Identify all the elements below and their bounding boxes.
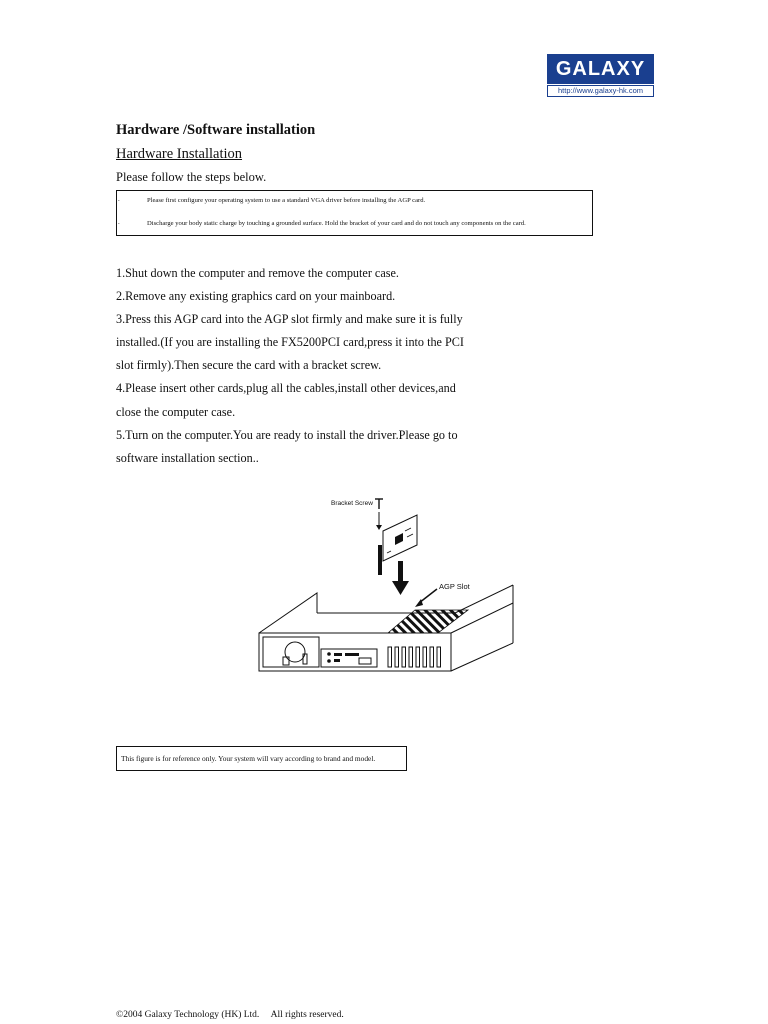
galaxy-logo bbox=[547, 54, 654, 97]
notice-bullet: . bbox=[118, 195, 120, 203]
notice-bullet: . bbox=[118, 218, 120, 226]
step-line: slot firmly).Then secure the card with a bracket screw. bbox=[116, 358, 382, 373]
step-line: 4.Please insert other cards,plug all the cables,install other devices,and bbox=[116, 381, 456, 396]
screw-icon bbox=[375, 499, 383, 509]
step-line: installed.(If you are installing the FX5200PCI card,press it into the PCI bbox=[116, 335, 464, 350]
step-line: 5.Turn on the computer.You are ready to install the driver.Please go to bbox=[116, 427, 458, 442]
notice-line: Discharge your body static charge by touching a grounded surface. Hold the bracket of your card and do not touch any components on the card. bbox=[147, 220, 526, 227]
computer-case-icon bbox=[259, 585, 513, 671]
arrow-down-icon bbox=[376, 512, 382, 530]
logo-url: http://www.galaxy-hk.com bbox=[547, 85, 654, 97]
intro-text: Please follow the steps below. bbox=[116, 170, 267, 184]
step-line: 2.Remove any existing graphics card on your mainboard. bbox=[116, 289, 396, 304]
step-line: software installation section.. bbox=[116, 450, 259, 465]
installation-steps bbox=[116, 262, 536, 470]
logo-brand: GALAXY bbox=[547, 54, 654, 84]
page-title: Hardware /Software installation bbox=[116, 122, 316, 138]
footer-copyright: ©2004 Galaxy Technology (HK) Ltd. All rights reserved. bbox=[116, 1010, 344, 1020]
slot-pointer-icon bbox=[415, 589, 437, 607]
bracket-screw-label: Bracket Screw bbox=[331, 500, 373, 507]
step-line: 1.Shut down the computer and remove the computer case. bbox=[116, 266, 399, 280]
notice-box bbox=[116, 190, 593, 236]
step-line: close the computer case. bbox=[116, 404, 236, 419]
graphics-card-icon bbox=[378, 515, 417, 575]
section-title: Hardware Installation bbox=[116, 146, 243, 162]
installation-figure bbox=[255, 493, 515, 675]
step-line: 3.Press this AGP card into the AGP slot firmly and make sure it is fully bbox=[116, 312, 463, 327]
disclaimer-box: This figure is for reference only. Your system will vary according to brand and model. bbox=[116, 746, 407, 771]
insert-arrow-icon bbox=[392, 561, 409, 595]
agp-slot-label: AGP Slot bbox=[439, 582, 470, 591]
notice-line: Please first configure your operating system to use a standard VGA driver before installing the AGP card. bbox=[147, 197, 426, 204]
